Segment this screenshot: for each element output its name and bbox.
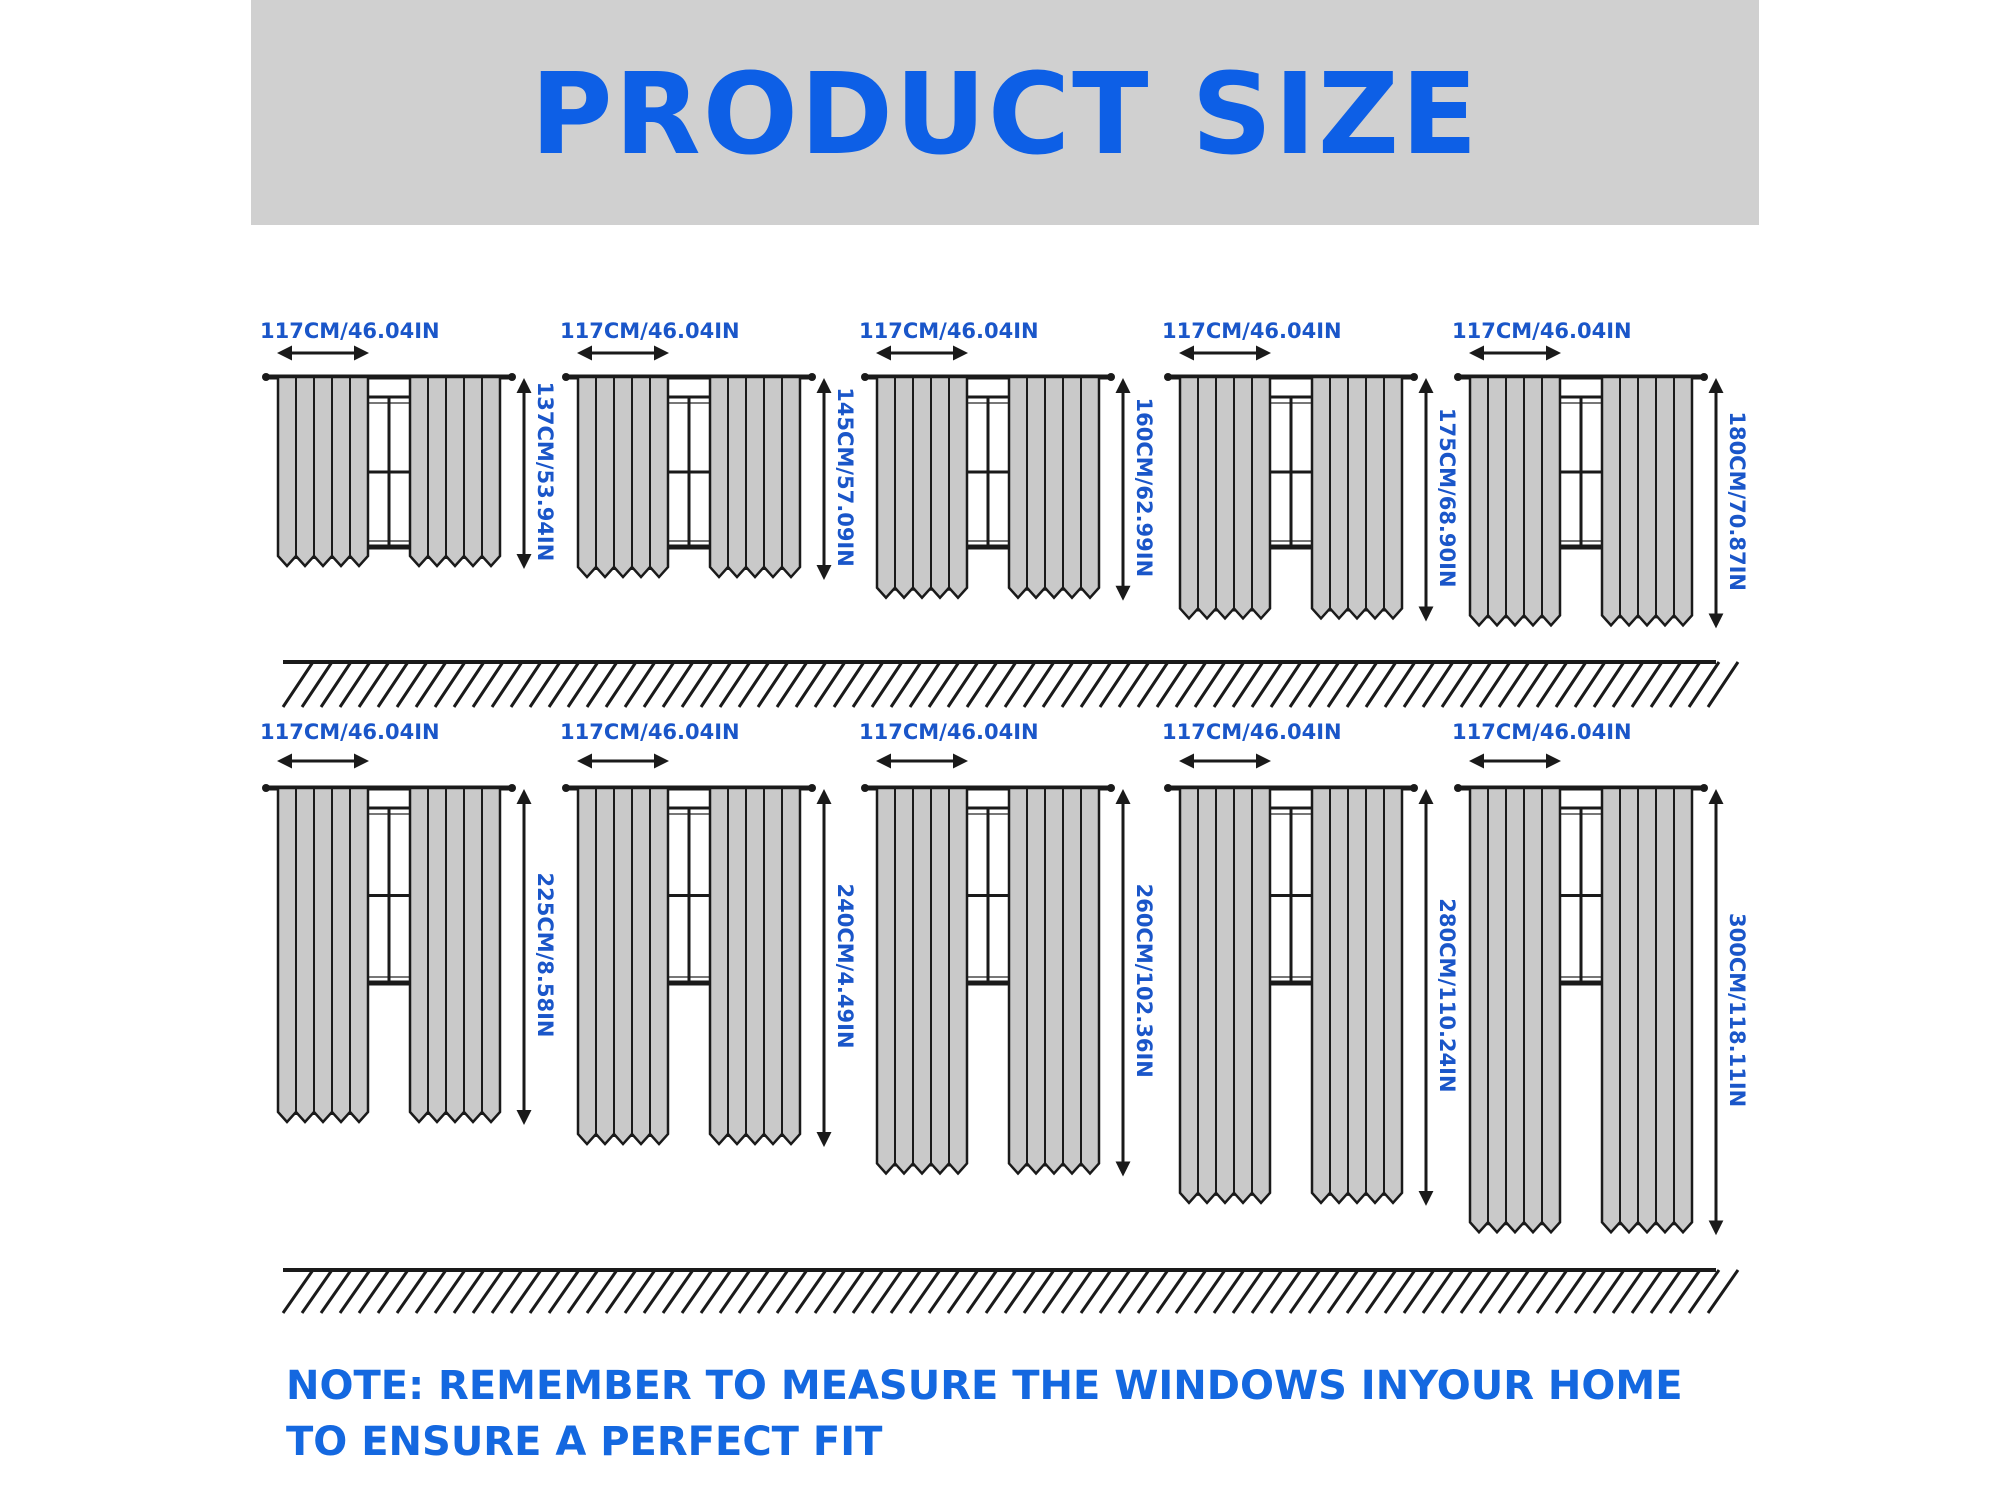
floor-hatch (1290, 1270, 1320, 1313)
floor-hatch (1613, 662, 1643, 707)
floor-hatch (1613, 1270, 1643, 1313)
curtain-panel-body (1470, 377, 1560, 625)
rod-finial (1107, 373, 1115, 381)
curtain-panel-body (1009, 788, 1099, 1173)
curtain-panel-right (710, 377, 800, 577)
curtain-set (560, 319, 857, 577)
floor-hatch (1309, 662, 1339, 707)
curtain-panel-right (410, 788, 500, 1122)
width-label: 117CM/46.04IN (260, 720, 440, 744)
curtain-panel-right (1009, 377, 1099, 598)
length-label: 180CM/70.87IN (1725, 411, 1749, 591)
rod-finial (1700, 373, 1708, 381)
length-label: 160CM/62.99IN (1132, 397, 1156, 578)
floor-hatch (568, 662, 598, 707)
floor-hatch (1689, 662, 1719, 707)
floor-hatch (1708, 662, 1738, 707)
floor-hatch (872, 1270, 902, 1313)
curtain-panel-left (1470, 788, 1560, 1232)
length-label: 225CM/8.58IN (533, 872, 557, 1038)
floor-hatch (492, 662, 522, 707)
floor-hatch (1518, 662, 1548, 707)
floor-hatch (378, 1270, 408, 1313)
curtain-panel-body (578, 377, 668, 577)
floor-hatch (1385, 1270, 1415, 1313)
floor-hatch (416, 1270, 446, 1313)
floor-hatch (1233, 1270, 1263, 1313)
floor-hatch (1005, 662, 1035, 707)
curtain-panel-right (1312, 377, 1402, 618)
floor-hatch (1556, 1270, 1586, 1313)
curtain-panel-body (1602, 377, 1692, 625)
floor-hatch (739, 662, 769, 707)
floor-hatch (1575, 662, 1605, 707)
floor-hatch (606, 1270, 636, 1313)
floor-hatch (1689, 1270, 1719, 1313)
floor-hatch (1100, 1270, 1130, 1313)
floor-hatch (1651, 662, 1681, 707)
rod-finial (1700, 784, 1708, 792)
floor-hatch (1594, 662, 1624, 707)
measurement-note: NOTE: REMEMBER TO MEASURE THE WINDOWS INYOUR HOME TO ENSURE A PERFECT FIT (286, 1363, 1683, 1465)
rod-finial (1454, 784, 1462, 792)
length-label: 145CM/57.09IN (833, 387, 857, 567)
width-label: 117CM/46.04IN (1452, 720, 1632, 744)
curtain-panel-left (578, 377, 668, 577)
curtain-panel-left (1180, 377, 1270, 618)
floor-hatch (1138, 662, 1168, 707)
curtain-panel-body (278, 377, 368, 566)
curtain-set (1162, 319, 1459, 618)
floor-hatch (1176, 662, 1206, 707)
curtain-panel-body (1312, 377, 1402, 618)
floor-hatch (1499, 1270, 1529, 1313)
curtain-panel-body (877, 788, 967, 1173)
floor-hatch (302, 662, 332, 707)
floor-hatch (948, 1270, 978, 1313)
width-label: 117CM/46.04IN (1162, 720, 1342, 744)
curtain-panel-body (1602, 788, 1692, 1232)
floor-hatch (587, 662, 617, 707)
floor-hatch (530, 1270, 560, 1313)
floor-hatch (1024, 662, 1054, 707)
curtain-set (859, 720, 1156, 1173)
curtain-panel-left (278, 788, 368, 1122)
floor-hatch (967, 1270, 997, 1313)
floor-upper (283, 662, 1738, 707)
floor-hatch (1594, 1270, 1624, 1313)
floor-hatch (910, 1270, 940, 1313)
floor-hatch (359, 662, 389, 707)
rod-finial (808, 373, 816, 381)
length-label: 137CM/53.94IN (533, 381, 557, 562)
floor-hatch (1214, 662, 1244, 707)
floor-hatch (1119, 662, 1149, 707)
rod-finial (1107, 784, 1115, 792)
floor-hatch (454, 662, 484, 707)
rod-finial (808, 784, 816, 792)
curtain-panel-body (410, 377, 500, 566)
floor-hatch (1328, 1270, 1358, 1313)
floor-hatch (1024, 1270, 1054, 1313)
floor-hatch (1005, 1270, 1035, 1313)
rod-finial (1410, 784, 1418, 792)
length-label: 280CM/110.24IN (1435, 898, 1459, 1093)
floor-hatch (1347, 662, 1377, 707)
floor-hatch (321, 1270, 351, 1313)
floor-hatch (1347, 1270, 1377, 1313)
curtain-panel-left (877, 377, 967, 598)
floor-hatch (1252, 662, 1282, 707)
floor-hatch (302, 1270, 332, 1313)
floor-hatch (796, 662, 826, 707)
width-label: 117CM/46.04IN (859, 720, 1039, 744)
floor-hatch (1404, 1270, 1434, 1313)
curtain-panel-body (578, 788, 668, 1144)
floor-hatch (682, 662, 712, 707)
rod-finial (562, 373, 570, 381)
length-label: 260CM/102.36IN (1132, 883, 1156, 1078)
floor-hatch (1480, 1270, 1510, 1313)
floor-hatch (834, 662, 864, 707)
floor-hatch (378, 662, 408, 707)
floor-hatch (416, 662, 446, 707)
floor-hatch (321, 662, 351, 707)
floor-hatch (568, 1270, 598, 1313)
floor-hatch (986, 662, 1016, 707)
curtain-set (260, 720, 557, 1122)
curtain-set (859, 319, 1156, 598)
floor-hatch (397, 1270, 427, 1313)
floor-hatch (815, 662, 845, 707)
floor-hatch (511, 662, 541, 707)
floor-hatch (1195, 1270, 1225, 1313)
rod-finial (508, 784, 516, 792)
floor-hatch (1461, 1270, 1491, 1313)
curtain-panel-body (278, 788, 368, 1122)
floor-hatch (1518, 1270, 1548, 1313)
floor-hatch (1404, 662, 1434, 707)
curtain-panel-left (877, 788, 967, 1173)
floor-hatch (1575, 1270, 1605, 1313)
rod-finial (1164, 784, 1172, 792)
floor-hatch (1252, 1270, 1282, 1313)
floor-hatch (492, 1270, 522, 1313)
floor-hatch (986, 1270, 1016, 1313)
curtain-panel-right (410, 377, 500, 566)
floor-hatch (644, 662, 674, 707)
rod-finial (262, 373, 270, 381)
floor-hatch (720, 1270, 750, 1313)
floor-hatch (1632, 1270, 1662, 1313)
rod-finial (1164, 373, 1172, 381)
floor-hatch (891, 1270, 921, 1313)
floor-hatch (644, 1270, 674, 1313)
floor-hatch (1651, 1270, 1681, 1313)
curtain-panel-body (877, 377, 967, 598)
floor-hatch (435, 1270, 465, 1313)
floor-hatch (454, 1270, 484, 1313)
floor-hatch (1499, 662, 1529, 707)
curtain-panel-body (1009, 377, 1099, 598)
floor-hatch (815, 1270, 845, 1313)
length-label: 240CM/4.49IN (833, 883, 857, 1049)
floor-hatch (758, 1270, 788, 1313)
curtain-panel-body (1312, 788, 1402, 1203)
floor-hatch (663, 662, 693, 707)
curtain-panel-body (1180, 377, 1270, 618)
floor-hatch (1385, 662, 1415, 707)
floor-hatch (1233, 662, 1263, 707)
floor-hatch (435, 662, 465, 707)
curtain-panel-left (1180, 788, 1270, 1203)
floor-hatch (1442, 662, 1472, 707)
floor-hatch (1423, 662, 1453, 707)
floor-hatch (777, 662, 807, 707)
width-label: 117CM/46.04IN (859, 319, 1039, 343)
curtain-panel-right (1312, 788, 1402, 1203)
floor-hatch (530, 662, 560, 707)
floor-hatch (1081, 1270, 1111, 1313)
curtain-set (1162, 720, 1459, 1203)
floor-hatch (1632, 662, 1662, 707)
floor-hatch (549, 662, 579, 707)
curtain-panel-body (1180, 788, 1270, 1203)
curtain-panel-right (1602, 377, 1692, 625)
floor-hatch (739, 1270, 769, 1313)
floor-hatch (1423, 1270, 1453, 1313)
curtain-panel-left (1470, 377, 1560, 625)
floor-hatch (1138, 1270, 1168, 1313)
length-label: 300CM/118.11IN (1725, 913, 1749, 1108)
floor-hatch (359, 1270, 389, 1313)
floor-hatch (1556, 662, 1586, 707)
floor-hatch (1195, 662, 1225, 707)
floor-hatch (891, 662, 921, 707)
floor-hatch (1157, 662, 1187, 707)
curtain-panel-body (710, 788, 800, 1144)
width-label: 117CM/46.04IN (560, 720, 740, 744)
floor-hatch (1309, 1270, 1339, 1313)
floor-hatch (625, 662, 655, 707)
floor-hatch (1537, 1270, 1567, 1313)
width-label: 117CM/46.04IN (260, 319, 440, 343)
floor-hatch (853, 1270, 883, 1313)
floor-hatch (1290, 662, 1320, 707)
floor-hatch (1708, 1270, 1738, 1313)
width-label: 117CM/46.04IN (560, 319, 740, 343)
floor-hatch (1176, 1270, 1206, 1313)
floor-hatch (1081, 662, 1111, 707)
curtain-panel-right (710, 788, 800, 1144)
floor-hatch (948, 662, 978, 707)
length-label: 175CM/68.90IN (1435, 407, 1459, 588)
floor-hatch (1480, 662, 1510, 707)
rod-finial (861, 373, 869, 381)
rod-finial (1410, 373, 1418, 381)
floor-hatch (1670, 662, 1700, 707)
floor-hatch (1062, 1270, 1092, 1313)
floor-hatch (511, 1270, 541, 1313)
width-label: 117CM/46.04IN (1452, 319, 1632, 343)
floor-hatch (587, 1270, 617, 1313)
floor-hatch (929, 1270, 959, 1313)
floor-hatch (720, 662, 750, 707)
floor-lower (283, 1270, 1738, 1313)
floor-hatch (1461, 662, 1491, 707)
floor-hatch (1366, 1270, 1396, 1313)
floor-hatch (1119, 1270, 1149, 1313)
floor-hatch (758, 662, 788, 707)
floor-hatch (1328, 662, 1358, 707)
floor-hatch (1214, 1270, 1244, 1313)
curtain-panel-left (578, 788, 668, 1144)
curtain-panel-body (1470, 788, 1560, 1232)
floor-hatch (1157, 1270, 1187, 1313)
floor-hatch (473, 1270, 503, 1313)
floor-hatch (929, 662, 959, 707)
curtain-set (260, 319, 557, 566)
curtain-set (560, 720, 857, 1144)
floor-hatch (796, 1270, 826, 1313)
curtain-row-2 (260, 720, 1749, 1232)
floor-hatch (834, 1270, 864, 1313)
floor-hatch (1043, 662, 1073, 707)
floor-hatch (872, 662, 902, 707)
floor-hatch (549, 1270, 579, 1313)
floor-hatch (1100, 662, 1130, 707)
floor-hatch (625, 1270, 655, 1313)
floor-hatch (1062, 662, 1092, 707)
rod-finial (262, 784, 270, 792)
floor-hatch (1043, 1270, 1073, 1313)
floor-hatch (283, 662, 313, 707)
floor-hatch (967, 662, 997, 707)
floor-hatch (701, 662, 731, 707)
floor-hatch (777, 1270, 807, 1313)
floor-hatch (283, 1270, 313, 1313)
floor-hatch (1366, 662, 1396, 707)
floor-hatch (1537, 662, 1567, 707)
floor-hatch (910, 662, 940, 707)
width-label: 117CM/46.04IN (1162, 319, 1342, 343)
floor-hatch (1670, 1270, 1700, 1313)
floor-hatch (701, 1270, 731, 1313)
floor-hatch (473, 662, 503, 707)
rod-finial (562, 784, 570, 792)
floor-hatch (682, 1270, 712, 1313)
curtain-panel-left (278, 377, 368, 566)
curtain-row-1 (260, 319, 1749, 625)
rod-finial (508, 373, 516, 381)
curtain-panel-body (410, 788, 500, 1122)
page-title: PRODUCT SIZE (530, 50, 1480, 180)
floor-hatch (663, 1270, 693, 1313)
floor-hatch (606, 662, 636, 707)
floor-hatch (1271, 662, 1301, 707)
floor-hatch (1271, 1270, 1301, 1313)
curtain-set (1452, 319, 1749, 625)
rod-finial (861, 784, 869, 792)
curtain-set (1452, 720, 1749, 1232)
floor-hatch (340, 662, 370, 707)
curtain-panel-right (1602, 788, 1692, 1232)
rod-finial (1454, 373, 1462, 381)
floor-hatch (397, 662, 427, 707)
floor-hatch (340, 1270, 370, 1313)
floor-hatch (853, 662, 883, 707)
curtain-panel-body (710, 377, 800, 577)
floor-hatch (1442, 1270, 1472, 1313)
curtain-panel-right (1009, 788, 1099, 1173)
